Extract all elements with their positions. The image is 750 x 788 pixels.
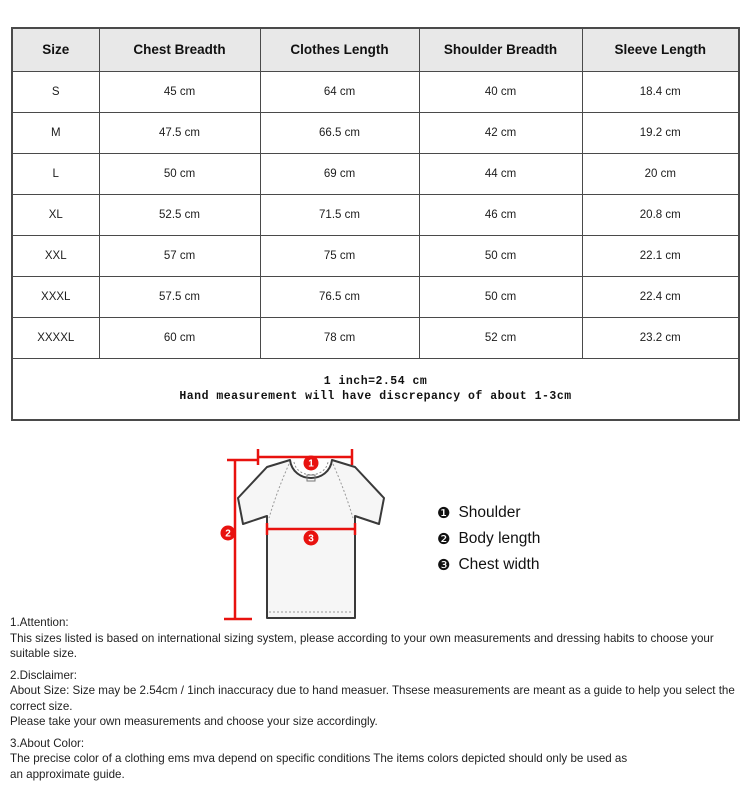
size-chart-footer <box>12 358 739 420</box>
chest-cell: 57 cm <box>99 235 260 276</box>
table-row-m <box>12 112 739 153</box>
col-header-sleeve-length: Sleeve Length <box>582 28 739 71</box>
circled-1-icon: ❶ <box>437 503 451 522</box>
sleeve-cell: 20.8 cm <box>582 194 739 235</box>
note-disclaimer-text-2: Please take your own measurements and choose your size accordingly. <box>10 715 378 728</box>
legend-item-body-length <box>437 530 540 548</box>
size-cell: S <box>12 71 99 112</box>
table-row-s <box>12 71 739 112</box>
length-cell: 76.5 cm <box>260 276 419 317</box>
size-chart-body <box>12 71 739 358</box>
note-line-discrepancy: Hand measurement will have discrepancy of about 1-3cm <box>179 389 572 403</box>
badge-1-number: 1 <box>308 458 314 470</box>
col-header-chest-breadth: Chest Breadth <box>99 28 260 71</box>
col-header-clothes-length: Clothes Length <box>260 28 419 71</box>
sleeve-cell: 22.4 cm <box>582 276 739 317</box>
sleeve-cell: 18.4 cm <box>582 71 739 112</box>
col-header-size: Size <box>12 28 99 71</box>
badge-3-number: 3 <box>308 533 314 545</box>
sleeve-cell: 22.1 cm <box>582 235 739 276</box>
shoulder-cell: 44 cm <box>419 153 582 194</box>
measurement-note <box>12 358 739 420</box>
table-row-xxl <box>12 235 739 276</box>
circled-3-icon: ❸ <box>437 555 451 574</box>
length-cell: 69 cm <box>260 153 419 194</box>
diagram-legend <box>437 504 540 574</box>
note-line-inch: 1 inch=2.54 cm <box>323 374 428 388</box>
note-attention-title: 1.Attention: <box>10 616 69 629</box>
chest-cell: 50 cm <box>99 153 260 194</box>
shoulder-cell: 40 cm <box>419 71 582 112</box>
note-attention-text: This sizes listed is based on international sizing system, please according to your own measurements and dressing habits to choose your suitable size. <box>10 631 714 660</box>
tshirt-measurement-diagram <box>150 435 450 635</box>
notes-block <box>10 615 747 788</box>
size-cell: XXXL <box>12 276 99 317</box>
legend-item-chest-width <box>437 556 540 574</box>
length-cell: 75 cm <box>260 235 419 276</box>
note-about-color <box>10 736 747 783</box>
table-row-xxxxl <box>12 317 739 358</box>
legend-label-chest-width: Chest width <box>458 556 540 573</box>
note-about-color-text-2: an approximate guide. <box>10 767 125 781</box>
table-row-xxxl <box>12 276 739 317</box>
length-cell: 64 cm <box>260 71 419 112</box>
badge-2 <box>221 526 236 541</box>
note-disclaimer <box>10 668 747 730</box>
chest-cell: 47.5 cm <box>99 112 260 153</box>
circled-2-icon: ❷ <box>437 529 451 548</box>
note-disclaimer-title: 2.Disclaimer: <box>10 668 77 682</box>
shoulder-cell: 50 cm <box>419 276 582 317</box>
note-row <box>12 358 739 420</box>
shoulder-cell: 46 cm <box>419 194 582 235</box>
header-row <box>12 28 739 71</box>
chest-cell: 57.5 cm <box>99 276 260 317</box>
note-attention <box>10 615 747 662</box>
shoulder-cell: 52 cm <box>419 317 582 358</box>
length-cell: 78 cm <box>260 317 419 358</box>
size-cell: XXL <box>12 235 99 276</box>
chest-cell: 60 cm <box>99 317 260 358</box>
badge-2-number: 2 <box>225 528 231 540</box>
legend-label-shoulder: Shoulder <box>458 504 521 521</box>
length-cell: 71.5 cm <box>260 194 419 235</box>
legend-item-shoulder <box>437 504 540 522</box>
size-chart-header <box>12 28 739 71</box>
sleeve-cell: 20 cm <box>582 153 739 194</box>
sleeve-cell: 19.2 cm <box>582 112 739 153</box>
size-cell: XXXXL <box>12 317 99 358</box>
col-header-shoulder-breadth: Shoulder Breadth <box>419 28 582 71</box>
size-chart-table <box>11 27 740 421</box>
size-cell: M <box>12 112 99 153</box>
size-cell: XL <box>12 194 99 235</box>
badge-3 <box>304 531 319 546</box>
badge-1 <box>304 456 319 471</box>
note-about-color-title: 3.About Color: <box>10 736 85 750</box>
note-disclaimer-text-1: About Size: Size may be 2.54cm / 1inch inaccuracy due to hand measuer. Thsese measurements are meant as a guide to help you select the correct size. <box>10 684 735 713</box>
length-cell: 66.5 cm <box>260 112 419 153</box>
chest-cell: 45 cm <box>99 71 260 112</box>
table-row-xl <box>12 194 739 235</box>
chest-cell: 52.5 cm <box>99 194 260 235</box>
table-row-l <box>12 153 739 194</box>
note-about-color-text-1: The precise color of a clothing ems mva depend on specific conditions The items colors depicted should only be used as <box>10 752 628 765</box>
shoulder-cell: 50 cm <box>419 235 582 276</box>
size-cell: L <box>12 153 99 194</box>
shoulder-cell: 42 cm <box>419 112 582 153</box>
legend-label-body-length: Body length <box>458 530 541 547</box>
sleeve-cell: 23.2 cm <box>582 317 739 358</box>
